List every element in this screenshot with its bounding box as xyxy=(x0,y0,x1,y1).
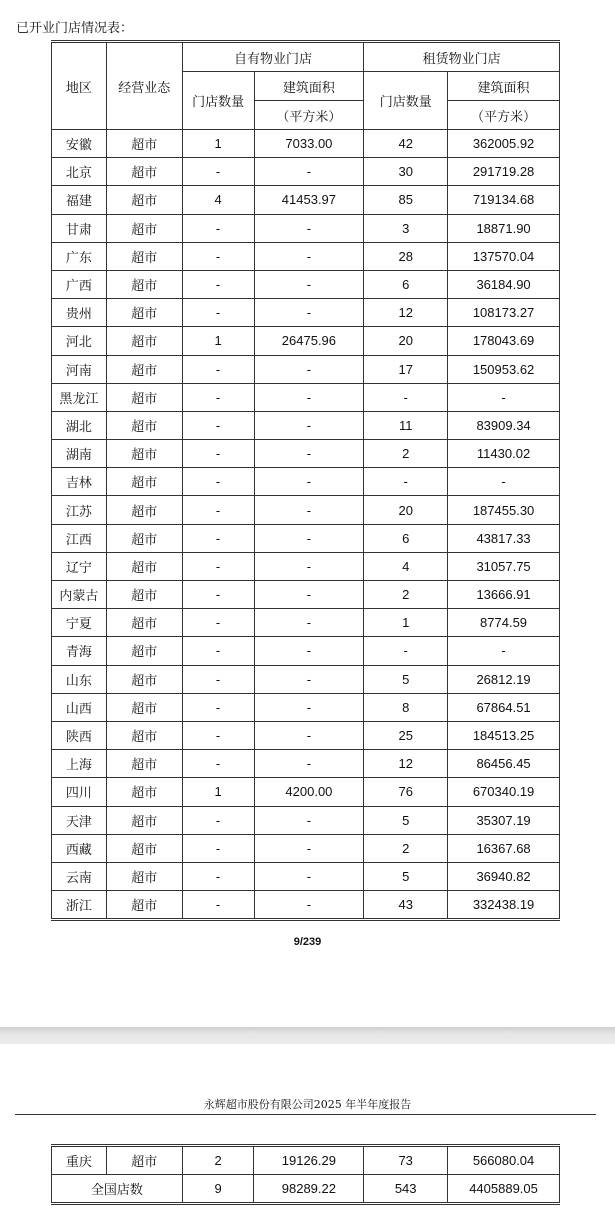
page-number: 9/239 xyxy=(293,936,322,948)
owned-count-cell: - xyxy=(182,806,254,834)
header-owned-count: 门店数量 xyxy=(182,72,254,130)
leased-count-cell: 28 xyxy=(364,242,448,270)
owned-count-cell: - xyxy=(182,552,254,580)
format-cell: 超市 xyxy=(106,130,182,158)
owned-area-cell: - xyxy=(254,355,364,383)
owned-area-cell: - xyxy=(254,693,364,721)
region-cell: 甘肃 xyxy=(52,214,107,242)
owned-area-cell: - xyxy=(254,440,364,468)
owned-count-cell: - xyxy=(182,891,254,920)
table-row xyxy=(52,665,560,693)
leased-count-cell: 1 xyxy=(364,609,448,637)
table-row xyxy=(52,581,560,609)
table-row xyxy=(52,552,560,580)
owned-count-cell: - xyxy=(182,242,254,270)
owned-count-cell: 2 xyxy=(182,1146,254,1175)
table-row xyxy=(52,609,560,637)
leased-count-cell: 11 xyxy=(364,411,448,439)
table-row xyxy=(52,299,560,327)
region-cell: 云南 xyxy=(52,862,107,890)
owned-count-cell: - xyxy=(182,299,254,327)
region-cell: 湖北 xyxy=(52,411,107,439)
leased-area-cell: 11430.02 xyxy=(448,440,560,468)
total-row xyxy=(52,1175,560,1204)
leased-count-cell: 42 xyxy=(364,130,448,158)
region-cell: 吉林 xyxy=(52,468,107,496)
table-row xyxy=(52,214,560,242)
owned-area-cell: - xyxy=(254,468,364,496)
region-cell: 上海 xyxy=(52,750,107,778)
header-owned-group: 自有物业门店 xyxy=(182,42,364,72)
leased-area-cell: 31057.75 xyxy=(448,552,560,580)
format-cell: 超市 xyxy=(106,637,182,665)
leased-area-cell: 26812.19 xyxy=(448,665,560,693)
region-cell: 青海 xyxy=(52,637,107,665)
leased-area-cell: 150953.62 xyxy=(448,355,560,383)
table-row xyxy=(52,693,560,721)
leased-area-cell: 362005.92 xyxy=(448,130,560,158)
leased-area-cell: 137570.04 xyxy=(448,242,560,270)
table-row xyxy=(52,524,560,552)
table-row xyxy=(52,637,560,665)
format-cell: 超市 xyxy=(106,186,182,214)
table-row xyxy=(52,411,560,439)
format-cell: 超市 xyxy=(106,552,182,580)
leased-area-cell: 83909.34 xyxy=(448,411,560,439)
format-cell: 超市 xyxy=(106,496,182,524)
owned-area-cell: 41453.97 xyxy=(254,186,364,214)
format-cell: 超市 xyxy=(106,468,182,496)
format-cell: 超市 xyxy=(106,214,182,242)
owned-area-cell: - xyxy=(254,158,364,186)
leased-count-cell: 4 xyxy=(364,552,448,580)
region-cell: 黑龙江 xyxy=(52,383,107,411)
owned-count-cell: - xyxy=(182,750,254,778)
leased-count-cell: 2 xyxy=(364,440,448,468)
leased-count-cell: 43 xyxy=(364,891,448,920)
table-intro-text: 已开业门店情况表： xyxy=(16,21,134,36)
leased-area-cell: 36940.82 xyxy=(448,862,560,890)
owned-area-cell: - xyxy=(254,214,364,242)
header-owned-area-unit: （平方米） xyxy=(254,101,364,130)
leased-area-cell: 86456.45 xyxy=(448,750,560,778)
owned-area-cell: - xyxy=(254,581,364,609)
leased-area-cell: 16367.68 xyxy=(448,834,560,862)
owned-area-cell: - xyxy=(254,609,364,637)
owned-area-cell: 7033.00 xyxy=(254,130,364,158)
leased-count-cell: - xyxy=(364,468,448,496)
owned-count-cell: - xyxy=(182,270,254,298)
table-row xyxy=(52,806,560,834)
owned-count-cell: - xyxy=(182,637,254,665)
header-leased-group: 租赁物业门店 xyxy=(364,42,560,72)
leased-count-cell: 20 xyxy=(364,496,448,524)
format-cell: 超市 xyxy=(106,721,182,749)
owned-count-cell: 1 xyxy=(182,778,254,806)
leased-area-cell: 67864.51 xyxy=(448,693,560,721)
table-row xyxy=(52,862,560,890)
leased-area-cell: 184513.25 xyxy=(448,721,560,749)
header-region: 地区 xyxy=(52,42,107,130)
owned-area-cell: - xyxy=(254,637,364,665)
format-cell: 超市 xyxy=(106,524,182,552)
leased-area-cell: - xyxy=(448,383,560,411)
owned-area-cell: - xyxy=(254,242,364,270)
total-label: 全国店数 xyxy=(52,1175,183,1204)
owned-area-cell: - xyxy=(254,496,364,524)
table-row xyxy=(52,721,560,749)
format-cell: 超市 xyxy=(106,327,182,355)
table-row xyxy=(52,186,560,214)
format-cell: 超市 xyxy=(106,1146,182,1175)
table-row xyxy=(52,496,560,524)
owned-count-cell: - xyxy=(182,355,254,383)
owned-area-cell: - xyxy=(254,750,364,778)
format-cell: 超市 xyxy=(106,778,182,806)
region-cell: 广东 xyxy=(52,242,107,270)
leased-count-cell: 12 xyxy=(364,299,448,327)
owned-count-cell: - xyxy=(182,440,254,468)
owned-area-cell: 4200.00 xyxy=(254,778,364,806)
leased-count-cell: 73 xyxy=(364,1146,448,1175)
region-cell: 西藏 xyxy=(52,834,107,862)
leased-count-cell: 5 xyxy=(364,806,448,834)
owned-area-cell: - xyxy=(254,862,364,890)
owned-area-cell: - xyxy=(254,665,364,693)
region-cell: 江西 xyxy=(52,524,107,552)
owned-count-cell: - xyxy=(182,496,254,524)
open-stores-table xyxy=(51,40,560,921)
format-cell: 超市 xyxy=(106,609,182,637)
table-row xyxy=(52,440,560,468)
format-cell: 超市 xyxy=(106,299,182,327)
region-cell: 浙江 xyxy=(52,891,107,920)
region-cell: 广西 xyxy=(52,270,107,298)
owned-area-cell: 26475.96 xyxy=(254,327,364,355)
region-cell: 湖南 xyxy=(52,440,107,468)
region-cell: 河北 xyxy=(52,327,107,355)
owned-area-cell: - xyxy=(254,806,364,834)
leased-count-cell: 3 xyxy=(364,214,448,242)
owned-count-cell: 1 xyxy=(182,327,254,355)
format-cell: 超市 xyxy=(106,862,182,890)
region-cell: 辽宁 xyxy=(52,552,107,580)
header-rule xyxy=(15,1114,596,1115)
region-cell: 重庆 xyxy=(52,1146,107,1175)
region-cell: 山西 xyxy=(52,693,107,721)
leased-count-cell: 85 xyxy=(364,186,448,214)
leased-count-cell: 6 xyxy=(364,524,448,552)
owned-count-cell: - xyxy=(182,581,254,609)
region-cell: 陕西 xyxy=(52,721,107,749)
table-row xyxy=(52,158,560,186)
format-cell: 超市 xyxy=(106,411,182,439)
region-cell: 福建 xyxy=(52,186,107,214)
report-running-header: 永辉超市股份有限公司2025 年半年度报告 xyxy=(203,1098,412,1111)
leased-area-cell: - xyxy=(448,468,560,496)
owned-area-cell: 19126.29 xyxy=(254,1146,364,1175)
leased-area-cell: - xyxy=(448,637,560,665)
open-stores-table-continued xyxy=(51,1144,560,1205)
page-separator xyxy=(0,1027,615,1044)
leased-area-cell: 332438.19 xyxy=(448,891,560,920)
owned-count-cell: - xyxy=(182,214,254,242)
owned-count-cell: - xyxy=(182,609,254,637)
leased-count-cell: 5 xyxy=(364,665,448,693)
region-cell: 四川 xyxy=(52,778,107,806)
owned-count-cell: - xyxy=(182,383,254,411)
table-row xyxy=(52,891,560,920)
format-cell: 超市 xyxy=(106,891,182,920)
leased-area-cell: 36184.90 xyxy=(448,270,560,298)
leased-count-cell: - xyxy=(364,383,448,411)
table-row xyxy=(52,130,560,158)
header-leased-area-unit: （平方米） xyxy=(448,101,560,130)
format-cell: 超市 xyxy=(106,693,182,721)
leased-area-cell: 719134.68 xyxy=(448,186,560,214)
leased-count-cell: 6 xyxy=(364,270,448,298)
region-cell: 贵州 xyxy=(52,299,107,327)
leased-count-cell: - xyxy=(364,637,448,665)
header-leased-area: 建筑面积 xyxy=(448,72,560,101)
owned-count-cell: - xyxy=(182,411,254,439)
header-leased-count: 门店数量 xyxy=(364,72,448,130)
owned-area-cell: - xyxy=(254,552,364,580)
format-cell: 超市 xyxy=(106,242,182,270)
header-format: 经营业态 xyxy=(106,42,182,130)
leased-count-cell: 17 xyxy=(364,355,448,383)
owned-count-cell: 1 xyxy=(182,130,254,158)
region-cell: 山东 xyxy=(52,665,107,693)
leased-count-cell: 8 xyxy=(364,693,448,721)
owned-count-cell: - xyxy=(182,862,254,890)
format-cell: 超市 xyxy=(106,270,182,298)
owned-count-cell: - xyxy=(182,158,254,186)
owned-count-cell: - xyxy=(182,693,254,721)
region-cell: 天津 xyxy=(52,806,107,834)
format-cell: 超市 xyxy=(106,383,182,411)
leased-count-cell: 76 xyxy=(364,778,448,806)
total-owned-count: 9 xyxy=(182,1175,254,1204)
format-cell: 超市 xyxy=(106,806,182,834)
total-leased-count: 543 xyxy=(364,1175,448,1204)
format-cell: 超市 xyxy=(106,440,182,468)
owned-area-cell: - xyxy=(254,834,364,862)
leased-area-cell: 108173.27 xyxy=(448,299,560,327)
format-cell: 超市 xyxy=(106,750,182,778)
total-owned-area: 98289.22 xyxy=(254,1175,364,1204)
table-row xyxy=(52,750,560,778)
leased-count-cell: 20 xyxy=(364,327,448,355)
owned-area-cell: - xyxy=(254,299,364,327)
region-cell: 安徽 xyxy=(52,130,107,158)
leased-count-cell: 30 xyxy=(364,158,448,186)
table-row xyxy=(52,468,560,496)
region-cell: 河南 xyxy=(52,355,107,383)
leased-area-cell: 13666.91 xyxy=(448,581,560,609)
owned-count-cell: - xyxy=(182,524,254,552)
region-cell: 内蒙古 xyxy=(52,581,107,609)
owned-count-cell: - xyxy=(182,665,254,693)
owned-area-cell: - xyxy=(254,411,364,439)
owned-count-cell: - xyxy=(182,721,254,749)
format-cell: 超市 xyxy=(106,834,182,862)
table-row xyxy=(52,327,560,355)
leased-area-cell: 291719.28 xyxy=(448,158,560,186)
table-row xyxy=(52,242,560,270)
format-cell: 超市 xyxy=(106,158,182,186)
format-cell: 超市 xyxy=(106,665,182,693)
table-row xyxy=(52,1146,560,1175)
format-cell: 超市 xyxy=(106,581,182,609)
owned-area-cell: - xyxy=(254,270,364,298)
owned-count-cell: 4 xyxy=(182,186,254,214)
leased-count-cell: 12 xyxy=(364,750,448,778)
total-leased-area: 4405889.05 xyxy=(448,1175,560,1204)
leased-count-cell: 25 xyxy=(364,721,448,749)
leased-area-cell: 35307.19 xyxy=(448,806,560,834)
leased-count-cell: 2 xyxy=(364,581,448,609)
table-row xyxy=(52,270,560,298)
owned-area-cell: - xyxy=(254,524,364,552)
owned-area-cell: - xyxy=(254,383,364,411)
table-row xyxy=(52,383,560,411)
owned-area-cell: - xyxy=(254,891,364,920)
owned-area-cell: - xyxy=(254,721,364,749)
leased-area-cell: 178043.69 xyxy=(448,327,560,355)
header-owned-area: 建筑面积 xyxy=(254,72,364,101)
leased-area-cell: 43817.33 xyxy=(448,524,560,552)
leased-count-cell: 2 xyxy=(364,834,448,862)
leased-area-cell: 566080.04 xyxy=(448,1146,560,1175)
format-cell: 超市 xyxy=(106,355,182,383)
region-cell: 宁夏 xyxy=(52,609,107,637)
leased-area-cell: 670340.19 xyxy=(448,778,560,806)
owned-count-cell: - xyxy=(182,468,254,496)
leased-count-cell: 5 xyxy=(364,862,448,890)
table-row xyxy=(52,355,560,383)
owned-count-cell: - xyxy=(182,834,254,862)
leased-area-cell: 18871.90 xyxy=(448,214,560,242)
region-cell: 北京 xyxy=(52,158,107,186)
region-cell: 江苏 xyxy=(52,496,107,524)
table-row xyxy=(52,834,560,862)
table-row xyxy=(52,778,560,806)
leased-area-cell: 8774.59 xyxy=(448,609,560,637)
leased-area-cell: 187455.30 xyxy=(448,496,560,524)
